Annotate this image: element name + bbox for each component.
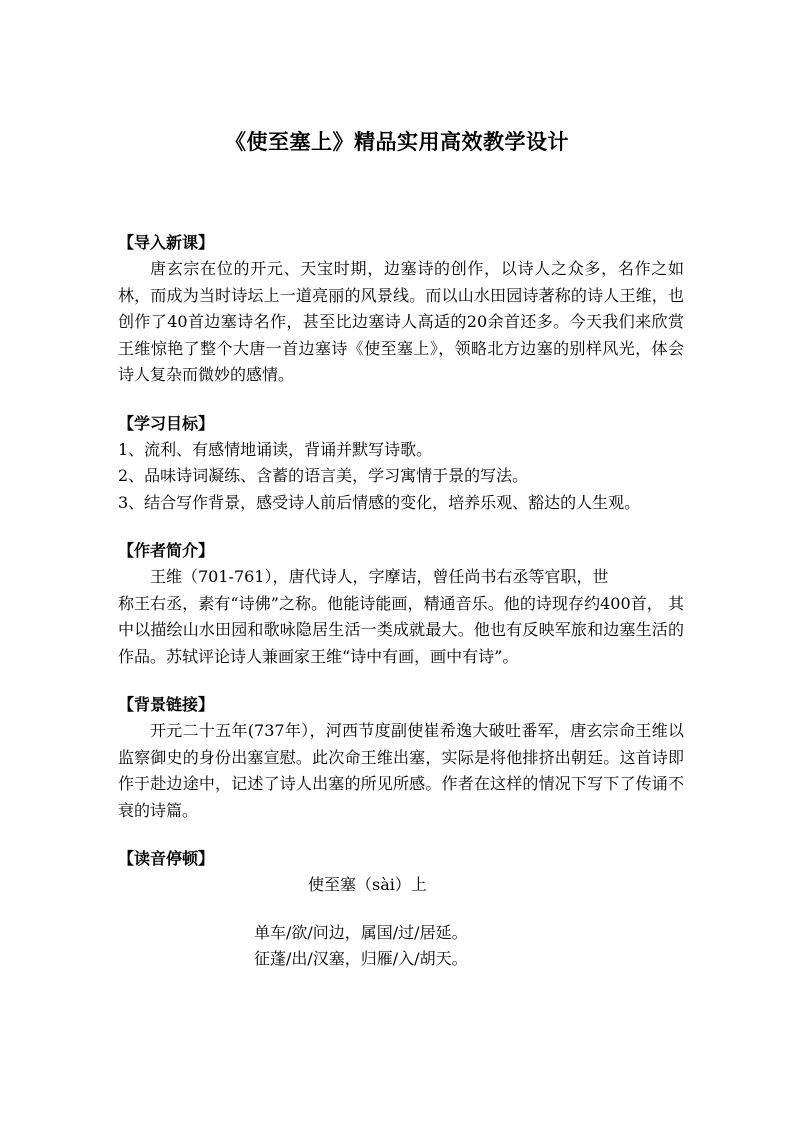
background-paragraph: 开元二十五年(737年），河西节度副使崔希逸大破吐番军，唐玄宗命王维以监察御史的身份出塞宣慰。此次命王维出塞，实际是将他排挤出朝廷。这首诗即作于赴边途中，记述了诗人出塞的所见所感。作者在这样的情况下写下了传诵不衰的诗篇。 [118,721,684,820]
section-heading-background: 【背景链接】 [118,695,215,714]
document-body [118,230,684,994]
section-heading-goals: 【学习目标】 [118,413,215,433]
section-heading-author: 【作者简介】 [118,541,215,560]
poem-line: 单车/欲/问边，属国/过/居延。 [254,923,468,942]
poem-line: 征蓬/出/汉塞，归雁/入/胡天。 [254,949,468,968]
section-intro [118,230,684,389]
author-paragraph-rest: 称王右丞，素有“诗佛”之称。他能诗能画，精通音乐。他的诗现存约400首， 其中以描绘山水田园和歌咏隐居生活一类成就最大。他也有反映军旅和边塞生活的作品。苏轼评论诗人兼画家王维“诗中有画，画中有诗”。 [118,593,684,666]
section-reading [118,846,684,972]
section-heading-reading: 【读音停顿】 [118,849,215,868]
page-title: 《使至塞上》精品实用高效教学设计 [225,130,569,154]
poem-lines [118,920,684,972]
section-heading-intro: 【导入新课】 [118,233,215,252]
section-goals [118,411,684,517]
intro-paragraph: 唐玄宗在位的开元、天宝时期，边塞诗的创作，以诗人之众多，名作之如林，而成为当时诗坛上一道亮丽的风景线。而以山水田园诗著称的诗人王维，也创作了40首边塞诗名作，甚至比边塞诗人高适的20余首还多。今天我们来欣赏王维惊艳了整个大唐一首边塞诗《使至塞上》，领略北方边塞的别样风光，体会诗人复杂而微妙的感情。 [118,259,684,384]
author-paragraph-first: 王维（701-761），唐代诗人，字摩诘，曾任尚书右丞等官职，世 [150,567,609,586]
goal-item: 2、品味诗词凝练、含蓄的语言美，学习寓情于景的写法。 [118,466,529,485]
goal-item: 3、结合写作背景，感受诗人前后情感的变化，培养乐观、豁达的人生观。 [118,492,641,512]
poem-title: 使至塞（sài）上 [308,875,427,894]
goal-item: 1、流利、有感情地诵读，背诵并默写诗歌。 [118,439,433,459]
section-author [118,538,684,670]
section-background [118,692,684,824]
